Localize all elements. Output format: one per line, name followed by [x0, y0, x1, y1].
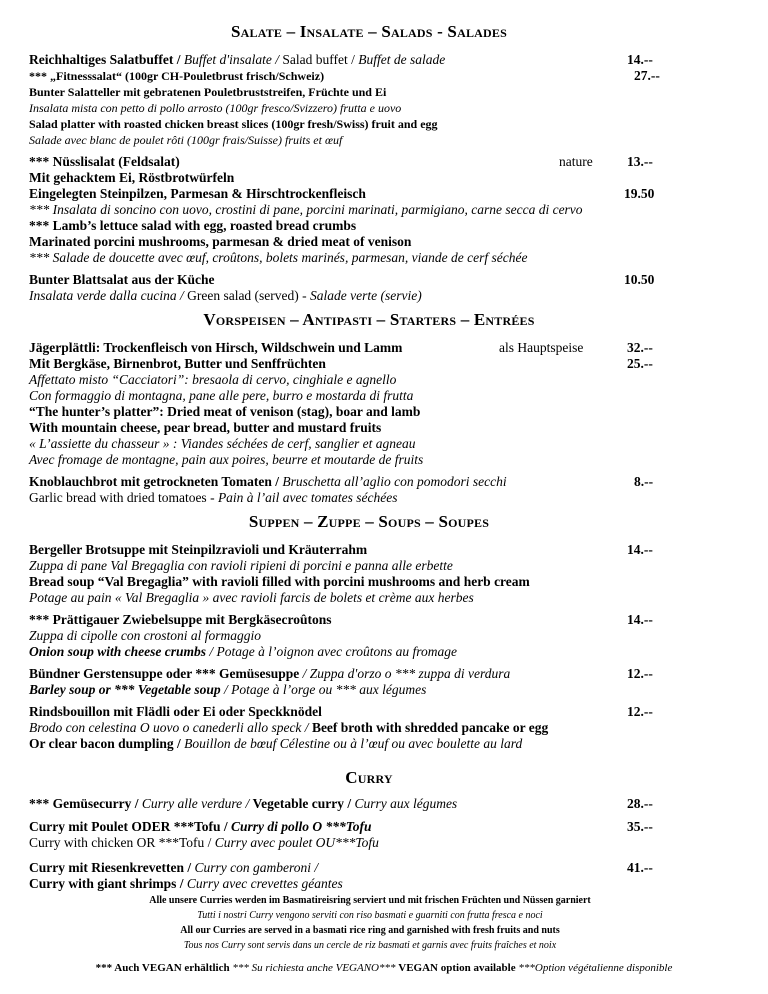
price-curry-chicken: 35.-- [627, 819, 653, 834]
price-green: 10.50 [624, 272, 655, 287]
garlic-l2: Garlic bread with dried tomatoes - Pain à l’ail avec tomates séchées [29, 490, 398, 505]
bread-soup-l1: Bergeller Brotsuppe mit Steinpilzravioli und Kräuterrahm [29, 542, 368, 557]
curry-chicken-l2: Curry with chicken OR ***Tofu / Curry avec poulet OU***Tofu [29, 835, 379, 850]
nuessli-nature-label: nature [559, 154, 593, 169]
curry-shrimp-l2: Curry with giant shrimps / Curry avec crevettes géantes [29, 876, 343, 891]
nuessli-l7: *** Salade de doucette avec œuf, croûtons, bolets marinés, parmesan, viande de cerf séchée [29, 250, 528, 265]
section-title-starters: Vorspeisen – Antipasti – Starters – Entrées [203, 310, 535, 329]
price-fitness: 27.-- [634, 68, 660, 83]
barley-soup-l2: Barley soup or *** Vegetable soup / Potage à l’orge ou *** aux légumes [29, 682, 427, 697]
nuessli-l6: Marinated porcini mushrooms, parmesan & dried meat of venison [29, 234, 412, 249]
hunter-l6: With mountain cheese, pear bread, butter and mustard fruits [29, 420, 382, 435]
price-nuessli-nature: 13.-- [627, 154, 653, 169]
broth-l1: Rindsbouillon mit Flädli oder Ei oder Speckknödel [29, 704, 322, 719]
hunter-l5: “The hunter’s platter”: Dried meat of venison (stag), boar and lamb [29, 404, 421, 419]
curry-note-de: Alle unsere Curries werden im Basmatireisring serviert und mit frischen Früchten und Nüssen garniert [149, 895, 591, 906]
fitness-en: Salad platter with roasted chicken breast slices (100gr fresh/Swiss) fruit and egg [29, 117, 438, 131]
curry-note-it: Tutti i nostri Curry vengono serviti con riso basmati e guarniti con frutta fresca e noci [197, 910, 543, 921]
green-l1: Bunter Blattsalat aus der Küche [29, 272, 215, 287]
garlic-l1: Knoblauchbrot mit getrockneten Tomaten / Bruschetta all’aglio con pomodori secchi [29, 474, 507, 489]
curry-note-fr: Tous nos Curry sont servis dans un cercle de riz basmati et garnis avec fruits fraîches et noix [183, 940, 557, 951]
price-nuessli: 19.50 [624, 186, 655, 201]
hunter-l8: Avec fromage de montagne, pain aux poires, beurre et moutarde de fruits [29, 452, 424, 467]
fitness-de: Bunter Salatteller mit gebratenen Pouletbruststreifen, Früchte und Ei [29, 85, 387, 99]
nuessli-l3: Eingelegten Steinpilzen, Parmesan & Hirschtrockenfleisch [29, 186, 366, 201]
price-curry-shrimp: 41.-- [627, 860, 653, 875]
hunter-main-label: als Hauptspeise [499, 340, 584, 355]
price-garlic: 8.-- [634, 474, 654, 489]
price-salad-buffet: 14.-- [627, 52, 653, 67]
item-salad-buffet: Reichhaltiges Salatbuffet / Buffet d'insalate / Salad buffet / Buffet de salade [29, 52, 446, 67]
barley-soup-l1: Bündner Gerstensuppe oder *** Gemüsesuppe / Zuppa d'orzo o *** zuppa di verdura [29, 666, 511, 681]
nuessli-l1: *** Nüsslisalat (Feldsalat) [29, 154, 180, 169]
curry-note-en: All our Curries are served in a basmati rice ring and garnished with fresh fruits and nuts [180, 925, 560, 936]
curry-shrimp-l1: Curry mit Riesenkrevetten / Curry con gamberoni / [29, 860, 319, 875]
price-hunter-main: 32.-- [627, 340, 653, 355]
hunter-l1: Jägerplättli: Trockenfleisch von Hirsch, Wildschwein und Lamm [29, 340, 403, 355]
broth-l2: Brodo con celestina O uovo o canederli allo speck / Beef broth with shredded pancake or egg [29, 720, 549, 735]
vegan-footer: *** Auch VEGAN erhältlich *** Su richiesta anche VEGANO*** VEGAN option available ***Option végétalienne disponible [95, 962, 673, 974]
onion-soup-l3: Onion soup with cheese crumbs / Potage à l’oignon avec croûtons au fromage [29, 644, 457, 659]
hunter-l7: « L’assiette du chasseur » : Viandes séchées de cerf, sanglier et agneau [29, 436, 416, 451]
curry-veg: *** Gemüsecurry / Curry alle verdure / Vegetable curry / Curry aux légumes [29, 796, 458, 811]
curry-chicken-l1: Curry mit Poulet ODER ***Tofu / Curry di pollo O ***Tofu [29, 819, 372, 834]
section-title-soups: Suppen – Zuppe – Soups – Soupes [248, 512, 490, 531]
broth-l3: Or clear bacon dumpling / Bouillon de bœuf Célestine ou à l’œuf ou avec boulette au lard [29, 736, 523, 751]
fitness-fr: Salade avec blanc de poulet rôti (100gr frais/Suisse) fruits et œuf [29, 133, 343, 147]
item-fitness-title: *** „Fitnesssalat“ (100gr CH-Pouletbrust frisch/Schweiz) [29, 69, 325, 83]
nuessli-l5: *** Lamb’s lettuce salad with egg, roasted bread crumbs [29, 218, 357, 233]
green-l2: Insalata verde dalla cucina / Green salad (served) - Salade verte (servie) [29, 288, 422, 303]
bread-soup-l4: Potage au pain « Val Bregaglia » avec ravioli farcis de bolets et crème aux herbes [29, 590, 474, 605]
price-barley-soup: 12.-- [627, 666, 653, 681]
onion-soup-l2: Zuppa di cipolle con crostoni al formaggio [29, 628, 261, 643]
bread-soup-l3: Bread soup “Val Bregaglia” with ravioli filled with porcini mushrooms and herb cream [29, 574, 530, 589]
section-title-salads: Salate – Insalate – Salads - Salades [231, 22, 507, 41]
nuessli-l2: Mit gehacktem Ei, Röstbrotwürfeln [29, 170, 235, 185]
fitness-it: Insalata mista con petto di pollo arrosto (100gr fresco/Svizzero) frutta e uovo [29, 101, 402, 115]
price-onion-soup: 14.-- [627, 612, 653, 627]
bread-soup-l2: Zuppa di pane Val Bregaglia con ravioli ripieni di porcini e panna alle erbette [29, 558, 453, 573]
hunter-l3: Affettato misto “Cacciatori”: bresaola di cervo, cinghiale e agnello [29, 372, 397, 387]
hunter-l2: Mit Bergkäse, Birnenbrot, Butter und Senffrüchten [29, 356, 326, 371]
price-hunter: 25.-- [627, 356, 653, 371]
price-curry-veg: 28.-- [627, 796, 653, 811]
price-broth: 12.-- [627, 704, 653, 719]
hunter-l4: Con formaggio di montagna, pane alle pere, burro e mostarda di frutta [29, 388, 414, 403]
section-title-curry: Curry [345, 768, 393, 787]
price-bread-soup: 14.-- [627, 542, 653, 557]
onion-soup-l1: *** Prättigauer Zwiebelsuppe mit Bergkäsecroûtons [29, 612, 332, 627]
nuessli-l4: *** Insalata di soncino con uovo, crostini di pane, porcini marinati, parmigiano, carne secca di cervo [29, 202, 583, 217]
